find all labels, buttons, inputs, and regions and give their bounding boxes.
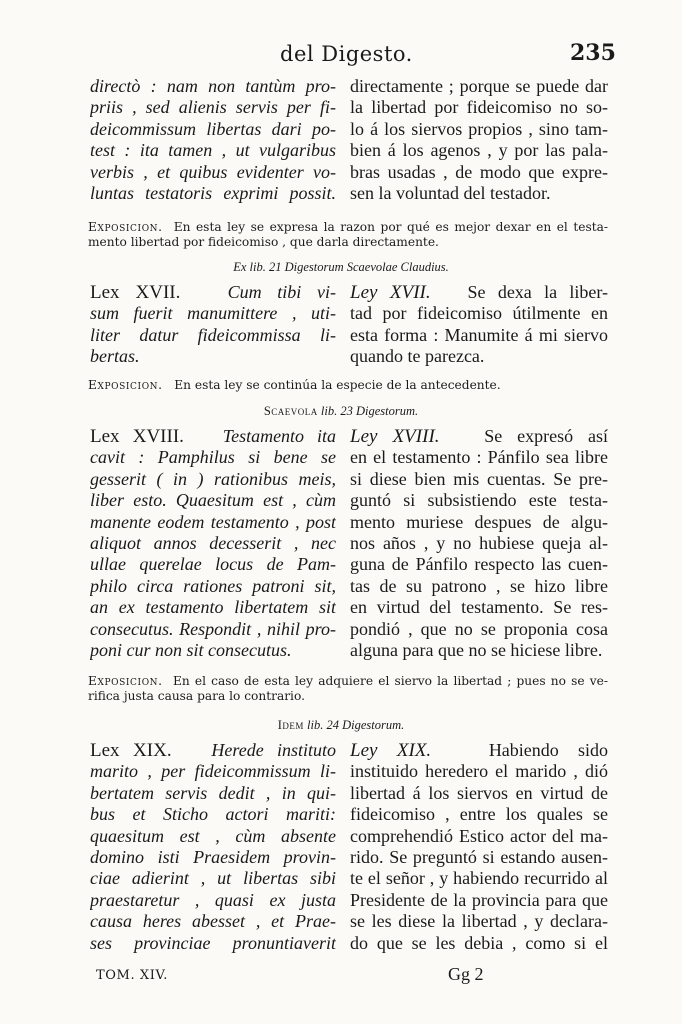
spanish-line [350,426,608,447]
latin-line: causa heres abesset , et Prae- [90,911,336,932]
latin-line: marito , per fideicommissum li- [90,761,336,782]
signature-mark: Gg 2 [448,964,484,984]
latin-line: ses provinciae pronuntiaverit [90,932,336,953]
page-number: 235 [570,40,616,66]
latin-line: bertas. [90,346,140,367]
source-text: lib. 24 Digestorum. [307,718,405,732]
latin-line: liber esto. Quaesitum est , cùm [90,490,336,511]
spanish-line: en virtud del testamento. Se res- [350,597,608,618]
latin-line: aliquot annos decesserit , nec [90,532,336,553]
spanish-line: bras usadas , de modo que expre- [350,161,608,182]
latin-column [90,740,336,954]
ley-label: Ley XVII. [350,282,431,303]
spanish-line: quando te parezca. [350,346,485,367]
spanish-line: nos años , y no hubiese queja al- [350,532,608,553]
exposicion-line [88,674,608,689]
running-header [0,40,682,70]
spanish-line: tas de su patrono , se hizo libre [350,575,608,596]
latin-line: priis , sed alienis servis per fi- [90,97,336,118]
spanish-column [350,426,608,661]
latin-first: Testamento ita [222,426,336,446]
spanish-line: pondió , que no se proponia cosa [350,618,608,639]
spanish-line: do que se les debia , como si el [350,932,608,953]
latin-first: Herede instituto [211,740,336,760]
spanish-line: sen la voluntad del testador. [350,182,551,203]
spanish-first: Se expresó así [484,426,608,446]
exposicion-1 [88,220,608,250]
spanish-line: comprehendió Estico actor del ma- [350,825,608,846]
latin-line: manente eodem testamento , post [90,511,336,532]
latin-line: test : ita tamen , ut vulgaribus [90,140,336,161]
latin-column [90,76,336,204]
source-text: lib. 23 Digestorum. [320,404,419,418]
source-author: Idem [277,718,304,732]
source-citation-3 [0,404,682,419]
latin-line: sum fuerit manumittere , uti- [90,303,336,324]
latin-line: poni cur non sit consecutus. [90,639,292,660]
spanish-line: guntó si subsistiendo este testa- [350,490,608,511]
lex-label: Lex XVIII. [90,426,184,447]
source-citation-4 [0,718,682,733]
latin-line: quaesitum est , cùm absente [90,825,336,846]
volume-label: TOM. XIV. [96,968,168,983]
source-citation-2: Ex lib. 21 Digestorum Scaevolae Claudius. [233,260,449,274]
exposicion-line: rifica justa causa para lo contrario. [88,689,305,703]
latin-line: deicommissum libertas dari po- [90,118,336,139]
lex-label: Lex XIX. [90,740,172,761]
spanish-line: mento muriese despues de algu- [350,511,608,532]
spanish-column [350,740,608,954]
latin-line: liter datur fideicommissa li- [90,324,336,345]
latin-line: luntas testatoris exprimi possit. [90,182,336,203]
latin-line: philo circa rationes patroni sit, [90,575,336,596]
spanish-line: tad por fideicomiso útilmente en [350,303,608,324]
latin-line: bus et Sticho actori mariti: [90,804,336,825]
exposicion-2 [88,378,608,393]
latin-line [90,282,336,303]
exposicion-text: En esta ley se continúa la especie de la antecedente. [174,378,501,392]
latin-column [90,426,336,661]
exposicion-line [88,378,608,393]
latin-line: ullae querelae locus de Pam- [90,554,336,575]
spanish-line: fideicomiso , entre los quales se [350,804,608,825]
spanish-column [350,76,608,204]
latin-line: praestaretur , quasi ex justa [90,889,336,910]
exposicion-label: Exposicion. [88,378,163,392]
exposicion-label: Exposicion. [88,674,163,688]
spanish-line: la libertad por fideicomiso no so- [350,97,608,118]
spanish-line: te el señor , y habiendo recurrido al [350,868,608,889]
exposicion-line: mento libertad por fideicomiso , que darla directamente. [88,235,439,249]
spanish-line: instituido heredero el marido , dió [350,761,608,782]
latin-line: an ex testamento libertatem sit [90,597,336,618]
spanish-first: Se dexa la liber- [467,282,608,302]
latin-line: ciae adierint , ut libertas sibi [90,868,336,889]
latin-line: gesserit ( in ) rationibus meis, [90,468,336,489]
latin-line: cavit : Pamphilus si bene se [90,447,336,468]
spanish-column [350,282,608,368]
ley-label: Ley XIX. [350,740,432,761]
latin-line [90,426,336,447]
spanish-line: rido. Se preguntó si estando ausen- [350,846,608,867]
spanish-line: si diese bien mis cuentas. Se pre- [350,468,608,489]
spanish-line: libertad á los siervos en virtud de [350,782,608,803]
spanish-line: esta forma : Manumite á mi siervo [350,324,608,345]
exposicion-label: Exposicion. [88,220,163,234]
spanish-line: se les diese la libertad , y declara- [350,911,608,932]
spanish-line: alguna para que no se hiciese libre. [350,639,603,660]
ley-label: Ley XVIII. [350,426,440,447]
spanish-line [350,740,608,761]
spanish-line: Presidente de la provincia para que [350,889,608,910]
source-author: Scaevola [263,404,318,418]
spanish-first: Habiendo sido [488,740,608,760]
lex-label: Lex XVII. [90,282,181,303]
latin-first: Cum tibi vi- [227,282,336,302]
latin-line: directò : nam non tantùm pro- [90,76,336,96]
latin-line: bertatem servis dedit , in qui- [90,782,336,803]
latin-line: domino isti Praesidem provin- [90,846,336,867]
page-footer [0,962,682,992]
latin-line: verbis , et quibus evidenter vo- [90,161,336,182]
spanish-line: lo á los siervos propios , sino tam- [350,118,608,139]
running-title: del Digesto. [280,42,413,66]
exposicion-text: En el caso de esta ley adquiere el siervo la libertad ; pues no se ve- [172,674,608,688]
spanish-line: en el testamento : Pánfilo sea libre [350,447,608,468]
latin-line: consecutus. Respondit , nihil pro- [90,618,336,639]
latin-column [90,282,336,368]
exposicion-line [88,220,608,235]
latin-line [90,740,336,761]
exposicion-3 [88,674,608,704]
spanish-line: guna de Pánfilo respecto las cuen- [350,554,608,575]
spanish-line: directamente ; porque se puede dar [350,76,608,96]
exposicion-text: En esta ley se expresa la razon por qué es mejor dexar en el testa- [173,220,608,234]
spanish-line: bien á los agenos , y por las pala- [350,140,608,161]
spanish-line [350,282,608,303]
